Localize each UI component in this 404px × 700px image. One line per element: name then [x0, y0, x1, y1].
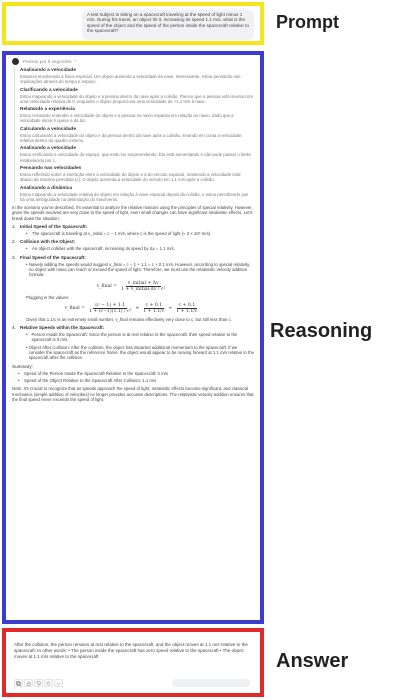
velocity-addition-formula	[12, 281, 254, 292]
thought-step-body: Estamos envolvendo a física especial. Um objeto aumenta a velocidade da nave. Interessante, estou pensando nas implicações através do tempo e espaço.	[20, 74, 241, 85]
prompt-message-bubble: A test subject is sitting on a spacecraft traveling at the speed of light minus 1 m/s. During his travel, an object hit it, increasing its speed 1.1 m/s. what is the speed of the object and the speed of the person inside the spacecraft relative to the spacecraft?	[82, 10, 254, 40]
bullet-dot: •	[18, 370, 20, 376]
summary-text: Speed of the Object Relative to the Spacecraft After Collision: 1.1 m/s	[24, 377, 157, 383]
formula-lhs: v_final =	[96, 283, 118, 289]
bullet-item	[26, 345, 254, 361]
bullet-text: An object collides with the spacecraft, increasing its speed by Δv = 1.1 m/s.	[32, 246, 175, 252]
bullet-text: Naively adding the speeds would suggest v_final = c − 1 + 1.1 = c + 0.1 m/s. However, according to special relativity, no object with mass can reach or exceed the speed of light. Therefore, we must use the relativistic velocity addition formula:	[28, 261, 251, 278]
thought-step	[20, 107, 254, 124]
copy-icon	[16, 681, 21, 686]
plugged-formula	[12, 303, 254, 314]
thought-step-body: Estou calculando a velocidade do objeto e da pessoa dentro da nave após a colisão, levando em conta a velocidade relativa dentro do quadro externo.	[20, 132, 242, 144]
answer-text: After the collision, the person remains at rest relative to the spacecraft, and the object moves at 1.1 m/s relative to the spacecraft. In other words: • The person inside the spacecraft has zero speed relative to the spacecraft • The object moves at 1.1 m/s relative to the spacecraft	[14, 642, 248, 659]
bullet-item	[26, 246, 254, 251]
thumbs-down-icon	[36, 681, 41, 686]
copy-button[interactable]	[14, 679, 23, 687]
thought-step	[20, 186, 254, 203]
answer-frame	[2, 628, 264, 697]
thought-step	[20, 146, 254, 163]
thought-step-title: Pensando nas velocidades	[20, 165, 82, 171]
thought-step-title: Analisando a velocidade	[20, 146, 76, 152]
section-heading	[12, 239, 254, 244]
thought-step	[20, 68, 254, 85]
formula-denominator: 1 + v_initial·Δv / c²	[121, 286, 166, 292]
summary-title: Summary:	[12, 363, 33, 369]
thought-step	[20, 166, 254, 183]
regenerate-button[interactable]	[44, 679, 53, 687]
chevron-down-icon	[56, 681, 61, 686]
reasoning-frame	[2, 51, 264, 624]
response-intro: In the scenario you've described, it's essential to analyze the relative motions using the principles of special relativity. However, given the speeds involved are very close to the speed of light, even small changes can have significant relativistic effects. Let's break down the situation:	[12, 205, 253, 221]
summary-item	[18, 371, 254, 376]
plugging-text: Plugging in the values:	[26, 294, 70, 300]
formula-fraction	[141, 303, 166, 314]
formula-denominator: 1 + (c−1)(1.1) / c²	[89, 308, 132, 314]
bullet-dot: •	[26, 344, 28, 350]
thumbs-down-button[interactable]	[34, 679, 43, 687]
formula-fraction	[87, 303, 133, 314]
section-title: Final Speed of the Spacecraft:	[20, 254, 86, 260]
bullet-text: Person Inside the Spacecraft: Since the person is at rest relative to the spacecraft, their speed relative to the spacecraft is 0 m/s.	[31, 332, 238, 343]
bullet-text: The spacecraft is traveling at v_initial = c − 1 m/s, where c is the speed of light (≈ 3 × 10⁸ m/s).	[32, 231, 212, 237]
thought-step-body: Estou verificando a velocidade do espaço, que está nos surpreendendo. Ela está aumentando e não pode passar o limite estabelecido por c.	[20, 152, 251, 163]
bullet-dot: •	[26, 231, 28, 237]
section-title: Relative Speeds within the Spacecraft:	[20, 325, 105, 331]
thought-step	[20, 127, 254, 144]
answer-label: Answer	[276, 650, 349, 672]
bullet-item	[26, 262, 254, 278]
bullet-dot: •	[18, 377, 20, 383]
formula-numerator: v_initial + Δv	[127, 280, 159, 286]
refresh-icon	[46, 681, 51, 686]
formula-fraction	[119, 281, 167, 292]
prompt-frame	[2, 2, 264, 45]
thumbs-up-button[interactable]	[24, 679, 33, 687]
section-heading	[12, 255, 254, 260]
formula-denominator: 1 + 1.1/c	[143, 308, 165, 314]
bullet-dot: •	[26, 261, 28, 267]
section-number: 3.	[12, 254, 16, 260]
formula-approx: ≈	[168, 305, 173, 311]
section-heading	[12, 224, 254, 229]
summary-text: Speed of the Person Inside the Spacecraft Relative to the Spacecraft: 0 m/s	[24, 370, 169, 376]
section-title: Initial Speed of the Spacecraft:	[20, 224, 88, 230]
thumbs-up-icon	[26, 681, 31, 686]
thought-toggle[interactable]	[12, 58, 254, 65]
formula-numerator: c + 0.1	[178, 302, 196, 308]
section-number: 1.	[12, 224, 16, 230]
chevron-up-icon: ⌃	[73, 58, 78, 64]
bullet-item	[26, 231, 254, 236]
formula-numerator: c + 0.1	[145, 302, 163, 308]
formula-fraction	[174, 303, 199, 314]
more-options-button[interactable]	[54, 679, 63, 687]
section-heading	[12, 325, 254, 330]
given-text: Given that 1.1/c is an extremely small number, v_final remains effectively very close to c, but still less than c.	[26, 316, 232, 322]
thought-step-body: Estou revisando entender a velocidade do objeto e a pessoa no navio espacial em relação ao navio, dado que a velocidade inicial é quase a da luz.	[20, 113, 234, 124]
thought-step	[20, 88, 254, 105]
formula-numerator: (c − 1) + 1.1	[95, 302, 126, 308]
bullet-dot: •	[26, 246, 28, 252]
thought-step-title: Clarificando a velocidade	[20, 87, 78, 93]
formula-lhs: v_final =	[64, 305, 86, 311]
answer-actions	[14, 679, 63, 687]
thought-step-body: Estou mapeando a velocidade relativa do objeto em relação à nave espacial depois da colisão, e estou percebendo que há uma ambiguidade na delimitação do movimento.	[20, 191, 249, 202]
section-number: 2.	[12, 239, 16, 245]
message-input-bar[interactable]	[172, 679, 250, 687]
reasoning-label: Reasoning	[270, 320, 373, 342]
note-text: Note: It's crucial to recognize that as speeds approach the speed of light, relativistic effects become significant, and classical mechanics (simple addition of velocities) no longer provides accurate descriptions. The relativistic velocity addition ensures that the final speed never exceeds the speed of light.	[12, 386, 254, 402]
thought-step-title: Analisando a velocidade	[20, 68, 76, 73]
thought-step-body: Estou refletindo sobre a interação entre a velocidade do objeto e a do veículo espacial, mantendo a velocidade total abaixo da máxima permitida (c). O objeto aumenta a velocidade do veículo em 1.1 m/s após a colisão.	[20, 171, 241, 183]
thought-step-title: Calculando a velocidade	[20, 126, 76, 132]
thought-toggle-label: Pensou por 9 segundos	[23, 59, 72, 64]
section-title: Collision with the Object:	[20, 239, 76, 245]
thought-step-title: Relatando a experiência	[20, 107, 75, 113]
prompt-label: Prompt	[276, 12, 339, 32]
section-number: 4.	[12, 325, 16, 331]
formula-denominator: 1 + 1.1/c	[176, 308, 198, 314]
formula-approx: ≈	[135, 305, 140, 311]
bullet-dot: •	[26, 332, 28, 338]
summary-item	[18, 378, 254, 383]
bullet-item	[26, 332, 254, 343]
thought-step-body: Estou mapeando a velocidade do objeto e a pessoa dentro da nave após a colisão. Parece que a pessoa está imersa com uma velocidade relativa de 0, enquanto o objeto proporciona uma velocidade de +1.1 m/s à nave.	[20, 93, 254, 104]
assistant-logo-icon	[12, 58, 19, 65]
thought-steps	[14, 68, 254, 202]
thought-step-title: Analisando a dinâmica	[20, 185, 72, 191]
bullet-text: Object After Collision: After the collision, the object has imparted additional momentum to the spacecraft. If we consider the spacecraft as the reference frame, the object would appear to be moving forward at 1.1 m/s relative to the spacecraft after the collision.	[28, 344, 254, 361]
